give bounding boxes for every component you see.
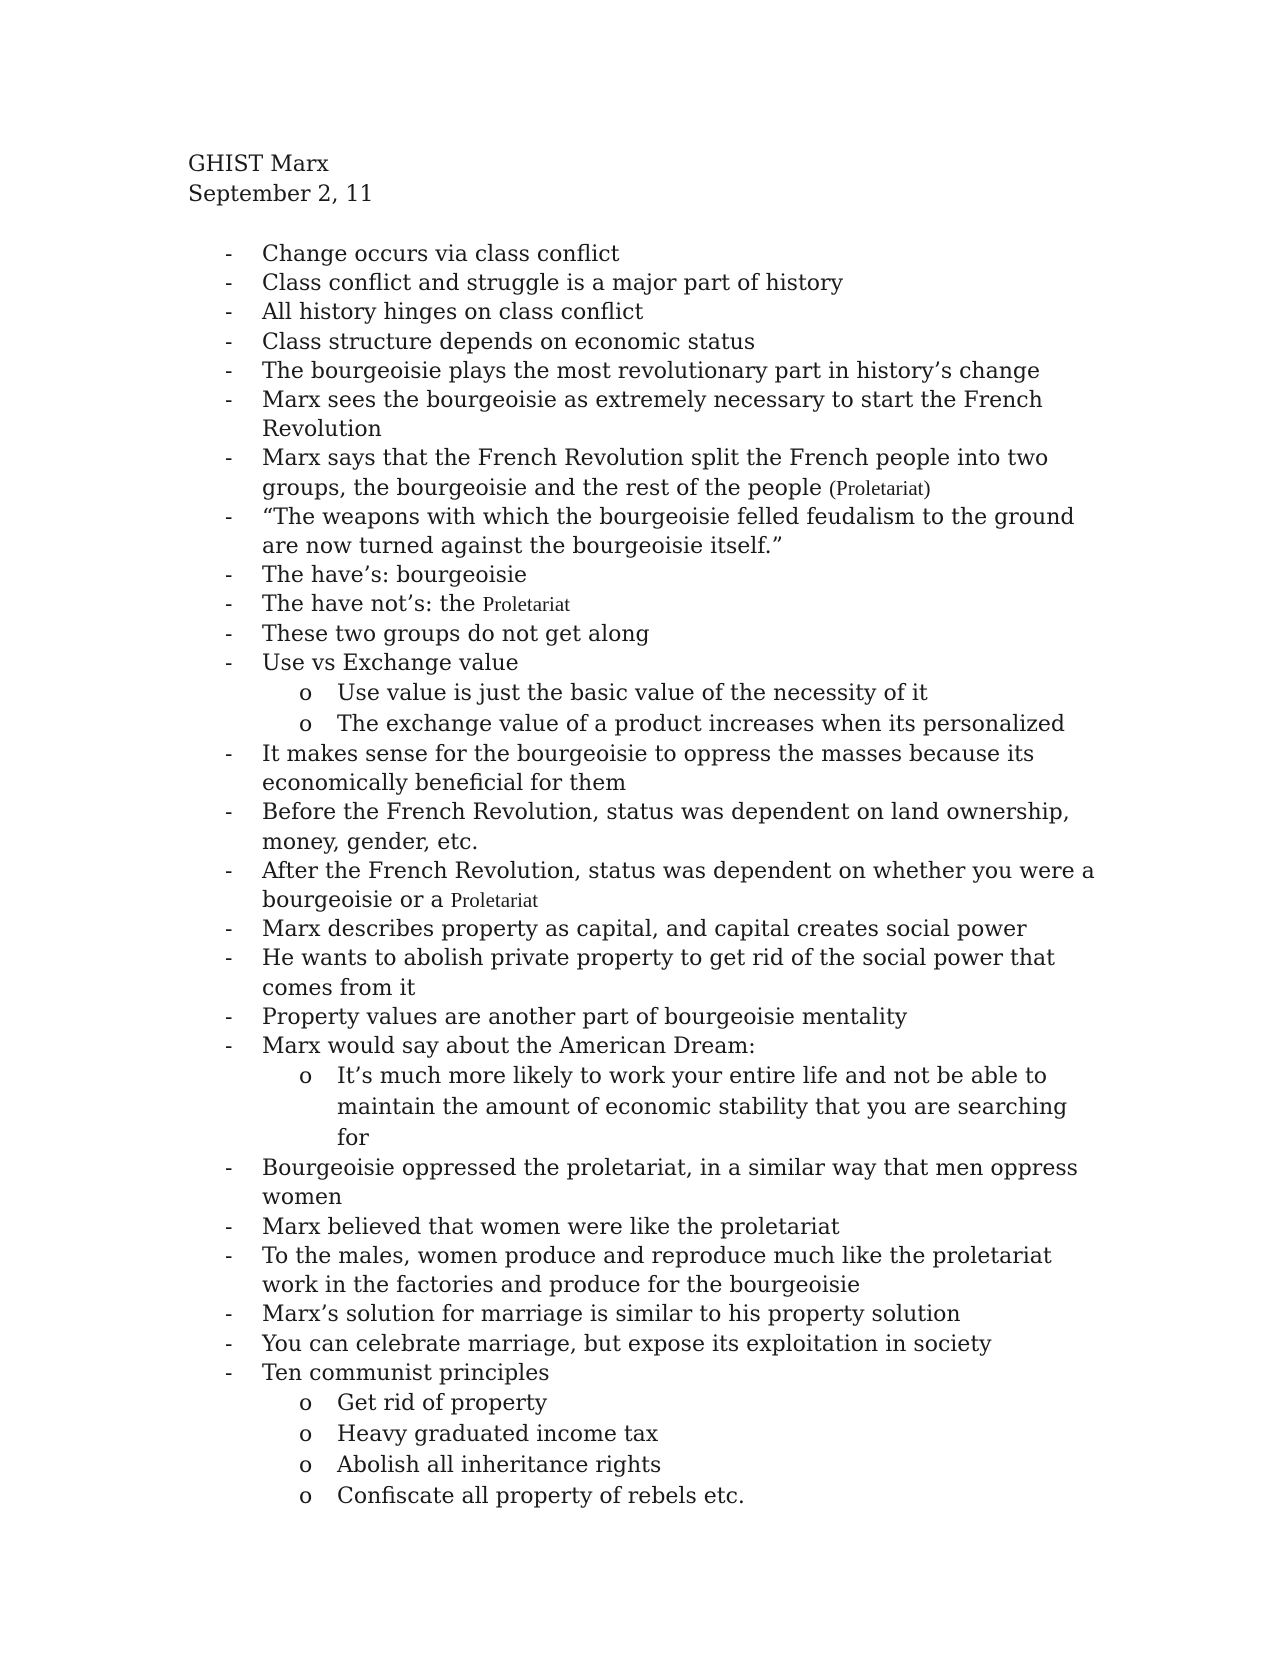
dash-bullet: - [225, 242, 233, 267]
dash-bullet: - [225, 271, 233, 297]
list-item-text: Use value is just the basic value of the necessity of it [337, 681, 928, 707]
list-item-text: Property values are another part of bourgeoisie mentality [262, 1004, 908, 1030]
circle-bullet: o [299, 1452, 313, 1478]
list-item [0, 503, 1102, 561]
list-item-text: Use vs Exchange value [262, 650, 519, 676]
list-item-text: You can celebrate marriage, but expose its exploitation in society [262, 1331, 992, 1357]
notes-list [0, 240, 1280, 1512]
dash-bullet: - [225, 621, 233, 647]
dash-bullet: - [225, 1331, 233, 1357]
dash-bullet: - [225, 1156, 233, 1182]
list-item-text: Marx describes property as capital, and capital creates social power [262, 917, 1027, 943]
list-item-text: Marx sees the bourgeoisie as extremely necessary to start the French Revolution [262, 388, 1043, 443]
sub-list-item [0, 1450, 1077, 1481]
sub-list-item [0, 1419, 1077, 1450]
list-item [0, 1359, 1102, 1388]
proletariat-term: Proletariat [482, 592, 571, 617]
list-item-text: Marx’s solution for marriage is similar to his property solution [262, 1302, 961, 1328]
list-item-text: Class structure depends on economic status [262, 329, 756, 355]
list-item-text: The exchange value of a product increases when its personalized [337, 712, 1065, 738]
list-item-text: To the males, women produce and reproduce much like the proletariat work in the factories and produce for the bourgeoisie [262, 1243, 1052, 1299]
dash-bullet: - [225, 329, 233, 355]
sub-list-item [0, 1481, 1077, 1512]
dash-bullet: - [225, 1214, 233, 1240]
list-item-text: Bourgeoisie oppressed the proletariat, in a similar way that men oppress women [262, 1156, 1078, 1211]
list-item-text: Marx would say about the American Dream: [262, 1034, 756, 1060]
list-item-text: After the French Revolution, status was dependent on whether you were a bourgeoisie or a [262, 858, 1095, 914]
proletariat-term: (Proletariat) [829, 475, 931, 500]
list-item-text: Get rid of property [337, 1390, 548, 1416]
list-item [0, 269, 1102, 298]
dash-bullet: - [225, 300, 233, 326]
list-item [0, 1213, 1102, 1242]
list-item-text: “The weapons with which the bourgeoisie felled feudalism to the ground are now turned against the bourgeoisie itself.” [262, 504, 1075, 560]
dash-bullet: - [225, 650, 233, 676]
list-item-text: The have’s: bourgeoisie [262, 563, 528, 589]
list-item [0, 798, 1102, 856]
list-item [0, 944, 1102, 1002]
dash-bullet: - [225, 1034, 233, 1060]
dash-bullet: - [225, 388, 233, 414]
document-title: GHIST Marx [188, 152, 329, 177]
list-item [0, 740, 1102, 798]
dash-bullet: - [225, 592, 233, 618]
list-item [0, 1032, 1102, 1061]
list-item-text: The have not’s: the [262, 592, 483, 618]
sub-list-item [0, 709, 1077, 740]
list-item [0, 590, 1102, 619]
dash-bullet: - [225, 1360, 233, 1386]
document-date: September 2, 11 [188, 182, 374, 207]
circle-bullet: o [299, 1390, 313, 1416]
list-item-text: Change occurs via class conflict [262, 242, 620, 267]
sub-list-item [0, 1388, 1077, 1419]
circle-bullet: o [299, 712, 313, 738]
dash-bullet: - [225, 742, 233, 768]
document-header [188, 150, 374, 210]
dash-bullet: - [225, 358, 233, 384]
list-item-text: All history hinges on class conflict [262, 300, 644, 326]
list-item [0, 561, 1102, 590]
dash-bullet: - [225, 563, 233, 589]
list-item [0, 1242, 1102, 1300]
dash-bullet: - [225, 1004, 233, 1030]
list-item-text: Marx believed that women were like the proletariat [262, 1214, 840, 1240]
dash-bullet: - [225, 446, 233, 472]
dash-bullet: - [225, 504, 233, 530]
list-item-text: Marx says that the French Revolution split the French people into two groups, the bourgeoisie and the rest of the people [262, 446, 1049, 501]
proletariat-term: Proletariat [450, 888, 539, 913]
dash-bullet: - [225, 858, 233, 884]
list-item-text: Ten communist principles [262, 1360, 550, 1386]
circle-bullet: o [299, 1421, 313, 1447]
list-item [0, 240, 1102, 269]
dash-bullet: - [225, 946, 233, 972]
list-item-text: He wants to abolish private property to get rid of the social power that comes from it [262, 946, 1055, 1001]
list-item-text: Abolish all inheritance rights [337, 1452, 662, 1478]
list-item [0, 386, 1102, 444]
list-item [0, 620, 1102, 649]
dash-bullet: - [225, 1302, 233, 1328]
sub-list-item [0, 678, 1077, 709]
dash-bullet: - [225, 800, 233, 826]
list-item-text: Confiscate all property of rebels etc. [337, 1483, 745, 1509]
circle-bullet: o [299, 1483, 313, 1509]
sub-list-item [0, 1061, 1077, 1154]
dash-bullet: - [225, 917, 233, 943]
list-item [0, 1300, 1102, 1329]
list-item-text: Class conflict and struggle is a major part of history [262, 271, 843, 297]
circle-bullet: o [299, 681, 313, 707]
list-item [0, 649, 1102, 678]
list-item-text: Before the French Revolution, status was dependent on land ownership, money, gender, etc. [262, 800, 1070, 855]
list-item-text: It makes sense for the bourgeoisie to oppress the masses because its economically beneficial for them [262, 742, 1035, 797]
list-item [0, 1003, 1102, 1032]
list-item [0, 357, 1102, 386]
list-item-text: It’s much more likely to work your entire life and not be able to maintain the amount of economic stability that you are searching for [337, 1064, 1068, 1152]
list-item-text: Heavy graduated income tax [337, 1421, 659, 1447]
circle-bullet: o [299, 1064, 313, 1090]
list-item [0, 444, 1102, 502]
list-item-text: These two groups do not get along [262, 621, 650, 647]
list-item [0, 1154, 1102, 1212]
list-item [0, 1330, 1102, 1359]
list-item [0, 298, 1102, 327]
list-item [0, 328, 1102, 357]
dash-bullet: - [225, 1243, 233, 1269]
list-item [0, 857, 1102, 915]
list-item [0, 915, 1102, 944]
list-item-text: The bourgeoisie plays the most revolutionary part in history’s change [262, 358, 1040, 384]
